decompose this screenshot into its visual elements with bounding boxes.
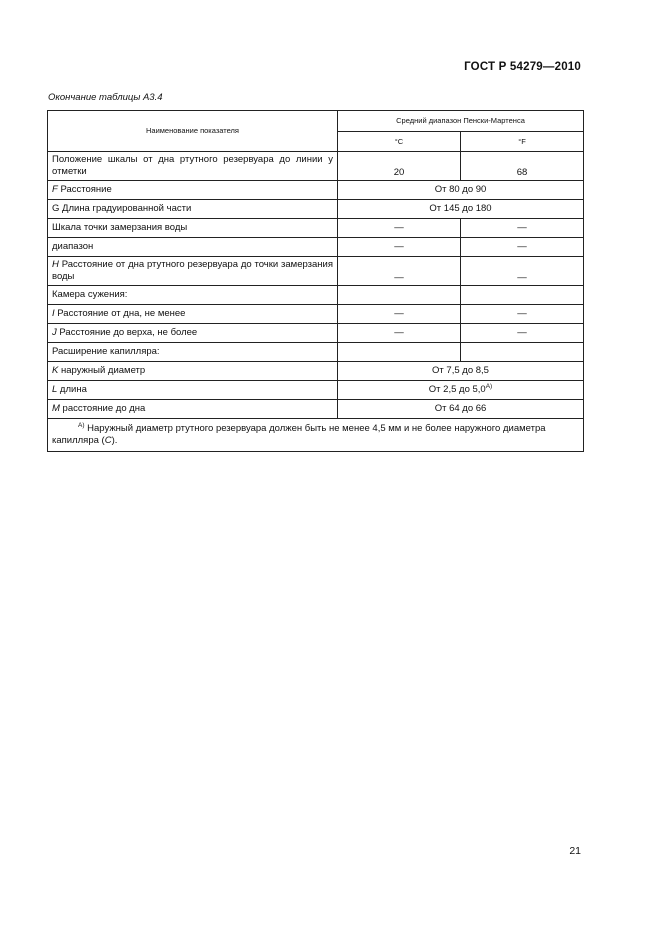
cell-celsius: — bbox=[338, 257, 461, 286]
cell-fahrenheit: — bbox=[461, 219, 584, 238]
column-header-fahrenheit: °F bbox=[461, 132, 584, 152]
row-text: Расстояние bbox=[57, 184, 112, 195]
cell-merged: От 7,5 до 8,5 bbox=[338, 362, 584, 381]
table-row bbox=[48, 219, 584, 238]
row-letter: M bbox=[52, 403, 60, 414]
row-label bbox=[48, 181, 338, 200]
page-number: 21 bbox=[569, 845, 581, 857]
row-text: расстояние до дна bbox=[59, 403, 146, 414]
table-row bbox=[48, 286, 584, 305]
row-label: Шкала точки замерзания воды bbox=[48, 219, 338, 238]
cell-merged bbox=[338, 381, 584, 400]
row-label: Положение шкалы от дна ртутного резервуара до линии у отметки bbox=[48, 152, 338, 181]
specification-table bbox=[47, 110, 584, 452]
row-text: наружный диаметр bbox=[58, 365, 146, 376]
cell-celsius: 20 bbox=[338, 152, 461, 181]
table-row bbox=[48, 381, 584, 400]
footnote-italic: С bbox=[104, 435, 112, 446]
table-row bbox=[48, 152, 584, 181]
row-label: диапазон bbox=[48, 238, 338, 257]
cell-merged: От 145 до 180 bbox=[338, 200, 584, 219]
footnote-end: ). bbox=[111, 435, 118, 446]
row-text: Расстояние до верха, не более bbox=[56, 327, 198, 338]
table-footnote-row bbox=[48, 419, 584, 452]
cell-celsius bbox=[338, 343, 461, 362]
row-label: Расширение капилляра: bbox=[48, 343, 338, 362]
cell-fahrenheit: — bbox=[461, 324, 584, 343]
cell-fahrenheit: 68 bbox=[461, 152, 584, 181]
row-letter: F bbox=[52, 184, 58, 195]
row-letter: H bbox=[52, 259, 59, 270]
table-row bbox=[48, 400, 584, 419]
cell-merged: От 80 до 90 bbox=[338, 181, 584, 200]
cell-fahrenheit bbox=[461, 343, 584, 362]
cell-celsius: — bbox=[338, 324, 461, 343]
row-letter: L bbox=[52, 384, 58, 395]
footnote-text: Наружный диаметр ртутного резервуара должен быть не менее 4,5 мм и не более наружного диаметра капилляра ( bbox=[52, 423, 546, 446]
cell-celsius: — bbox=[338, 238, 461, 257]
table-row bbox=[48, 238, 584, 257]
table-footnote bbox=[48, 419, 584, 452]
row-label bbox=[48, 305, 338, 324]
footnote-ref: А) bbox=[485, 382, 493, 390]
cell-fahrenheit: — bbox=[461, 305, 584, 324]
footnote-marker: А) bbox=[78, 421, 85, 429]
cell-fahrenheit bbox=[461, 286, 584, 305]
row-letter: K bbox=[52, 365, 59, 376]
row-label bbox=[48, 362, 338, 381]
table-row bbox=[48, 181, 584, 200]
row-text: длина bbox=[57, 384, 87, 395]
row-label bbox=[48, 400, 338, 419]
row-label bbox=[48, 381, 338, 400]
cell-merged-text: От 2,5 до 5,0 bbox=[428, 384, 486, 395]
table-caption: Окончание таблицы А3.4 bbox=[48, 92, 163, 103]
table-row bbox=[48, 200, 584, 219]
row-text: Расстояние от дна, не менее bbox=[54, 308, 186, 319]
row-text: Расстояние от дна ртутного резервуара до точки замерзания воды bbox=[52, 259, 333, 282]
cell-celsius: — bbox=[338, 305, 461, 324]
cell-merged: От 64 до 66 bbox=[338, 400, 584, 419]
table-row bbox=[48, 343, 584, 362]
cell-fahrenheit: — bbox=[461, 257, 584, 286]
row-label bbox=[48, 257, 338, 286]
table-row bbox=[48, 362, 584, 381]
column-header-celsius: °C bbox=[338, 132, 461, 152]
table-row bbox=[48, 324, 584, 343]
document-code: ГОСТ Р 54279—2010 bbox=[464, 61, 581, 73]
row-label bbox=[48, 324, 338, 343]
row-letter: I bbox=[52, 308, 55, 319]
row-letter: J bbox=[52, 327, 57, 338]
table-row bbox=[48, 305, 584, 324]
row-label: Камера сужения: bbox=[48, 286, 338, 305]
row-label: G Длина градуированной части bbox=[48, 200, 338, 219]
table-row bbox=[48, 257, 584, 286]
cell-celsius: — bbox=[338, 219, 461, 238]
column-header-name: Наименование показателя bbox=[48, 111, 338, 152]
column-header-range: Средний диапазон Пенски-Мартенса bbox=[338, 111, 584, 132]
cell-celsius bbox=[338, 286, 461, 305]
cell-fahrenheit: — bbox=[461, 238, 584, 257]
